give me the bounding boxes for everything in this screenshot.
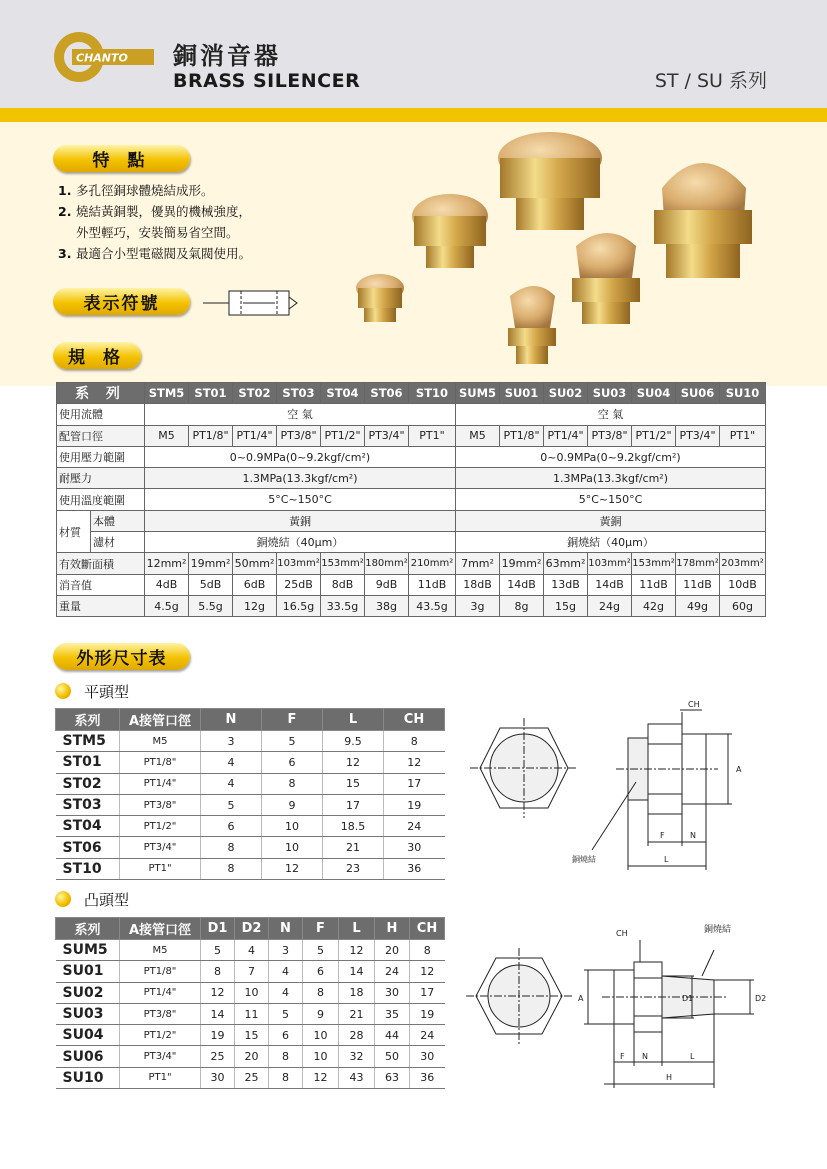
spec-cell: 5.5g bbox=[189, 595, 233, 616]
features-heading: 特 點 bbox=[53, 145, 190, 172]
svg-text:銅燒結: 銅燒結 bbox=[704, 925, 732, 935]
dim-cell: 30 bbox=[384, 837, 445, 858]
dim-cell: 3 bbox=[269, 940, 303, 961]
spec-row-proof bbox=[57, 468, 766, 489]
spec-cell: 11dB bbox=[632, 574, 676, 595]
spec-cell: 19mm² bbox=[189, 553, 233, 574]
product-su01 bbox=[508, 286, 556, 364]
spec-label: 耐壓力 bbox=[57, 468, 145, 489]
dim-cell: 4 bbox=[201, 752, 262, 773]
spec-cell: 15g bbox=[544, 595, 588, 616]
flat-type-drawing bbox=[466, 698, 766, 878]
table-row bbox=[56, 794, 445, 815]
spec-cell: 19mm² bbox=[500, 553, 544, 574]
table-row bbox=[56, 837, 445, 858]
spec-cell: 7mm² bbox=[456, 553, 500, 574]
product-st10 bbox=[498, 132, 602, 230]
dim-cell: 4 bbox=[269, 961, 303, 982]
dim-cell: 21 bbox=[339, 1003, 375, 1024]
dim-cell: 15 bbox=[323, 773, 384, 794]
dim-cell: 5 bbox=[262, 731, 323, 752]
dim-cell: 15 bbox=[235, 1025, 269, 1046]
port-cell: PT1/2" bbox=[120, 1025, 201, 1046]
spec-cell: 3g bbox=[456, 595, 500, 616]
col-header: L bbox=[339, 918, 375, 940]
spec-label: 使用流體 bbox=[57, 404, 145, 425]
dim-cell: 8 bbox=[201, 961, 235, 982]
dim-cell: 8 bbox=[201, 858, 262, 879]
table-row bbox=[56, 961, 445, 982]
spec-label: 使用溫度範圍 bbox=[57, 489, 145, 510]
dim-cell: 19 bbox=[384, 794, 445, 815]
model-cell: ST04 bbox=[56, 816, 120, 837]
spec-cell: 178mm² bbox=[676, 553, 720, 574]
spec-cell: 11dB bbox=[676, 574, 720, 595]
spec-value: 0~0.9MPa(0~9.2kgf/cm²) bbox=[145, 446, 456, 467]
port-cell: PT3/8" bbox=[120, 1003, 201, 1024]
spec-cell: PT1/8" bbox=[500, 425, 544, 446]
spec-cell: PT3/4" bbox=[365, 425, 409, 446]
dim-cell: 5 bbox=[303, 940, 339, 961]
col-header: F bbox=[303, 918, 339, 940]
spec-label: 配管口徑 bbox=[57, 425, 145, 446]
page-header bbox=[0, 0, 827, 108]
table-row bbox=[56, 940, 445, 961]
svg-text:CH: CH bbox=[616, 929, 628, 938]
port-cell: M5 bbox=[120, 731, 201, 752]
spec-label: 重量 bbox=[57, 595, 145, 616]
dim-cell: 6 bbox=[262, 752, 323, 773]
spec-value: 1.3MPa(13.3kgf/cm²) bbox=[145, 468, 456, 489]
spec-cell: PT3/4" bbox=[676, 425, 720, 446]
model-cell: ST06 bbox=[56, 837, 120, 858]
port-cell: PT3/4" bbox=[120, 1046, 201, 1067]
spec-model: SU04 bbox=[632, 383, 676, 404]
dim-cell: 25 bbox=[235, 1067, 269, 1088]
spec-header-row bbox=[57, 383, 766, 404]
col-header: 系列 bbox=[56, 709, 120, 731]
spec-cell: 10dB bbox=[720, 574, 766, 595]
col-header: 系列 bbox=[56, 918, 120, 940]
port-cell: PT1/4" bbox=[120, 982, 201, 1003]
svg-text:F: F bbox=[660, 831, 665, 840]
dim-cell: 20 bbox=[375, 940, 410, 961]
col-header: D1 bbox=[201, 918, 235, 940]
spec-row-pressure bbox=[57, 446, 766, 467]
svg-text:CH: CH bbox=[688, 700, 700, 709]
dim-cell: 6 bbox=[269, 1025, 303, 1046]
spec-model: SU02 bbox=[544, 383, 588, 404]
port-cell: PT1/8" bbox=[120, 752, 201, 773]
series-label: ST / SU 系列 bbox=[654, 70, 767, 92]
dim-cell: 10 bbox=[262, 816, 323, 837]
col-header: A接管口徑 bbox=[120, 918, 201, 940]
spec-row-temp bbox=[57, 489, 766, 510]
spec-model: STM5 bbox=[145, 383, 189, 404]
spec-cell: 14dB bbox=[500, 574, 544, 595]
model-cell: SU01 bbox=[56, 961, 120, 982]
port-cell: PT1" bbox=[120, 1067, 201, 1088]
table-row bbox=[56, 1046, 445, 1067]
spec-model: SU10 bbox=[720, 383, 766, 404]
spec-value: 空 氣 bbox=[145, 404, 456, 425]
dim-cell: 23 bbox=[323, 858, 384, 879]
product-su04 bbox=[572, 233, 640, 324]
dim-cell: 8 bbox=[303, 982, 339, 1003]
dim-cell: 14 bbox=[339, 961, 375, 982]
spec-model: SU01 bbox=[500, 383, 544, 404]
svg-text:CHANTO: CHANTO bbox=[76, 51, 128, 65]
table-row bbox=[56, 982, 445, 1003]
product-st02 bbox=[412, 194, 488, 268]
model-cell: ST03 bbox=[56, 794, 120, 815]
spec-cell: 60g bbox=[720, 595, 766, 616]
spec-value: 5°C~150°C bbox=[456, 489, 766, 510]
spec-label: 本體 bbox=[91, 510, 145, 531]
product-su10 bbox=[654, 163, 752, 278]
table-row bbox=[56, 858, 445, 879]
model-cell: SUM5 bbox=[56, 940, 120, 961]
spec-label: 濾材 bbox=[91, 532, 145, 553]
model-cell: ST01 bbox=[56, 752, 120, 773]
spec-cell: 24g bbox=[588, 595, 632, 616]
feature-item-2b: 外型輕巧，安裝簡易省空間。 bbox=[76, 225, 239, 240]
dim-cell: 35 bbox=[375, 1003, 410, 1024]
spec-cell: 13dB bbox=[544, 574, 588, 595]
dim-cell: 8 bbox=[262, 773, 323, 794]
spec-cell: 4.5g bbox=[145, 595, 189, 616]
dim-cell: 19 bbox=[410, 1003, 445, 1024]
dim-cell: 4 bbox=[269, 982, 303, 1003]
dim-cell: 24 bbox=[410, 1025, 445, 1046]
dim-cell: 19 bbox=[201, 1025, 235, 1046]
spec-cell: M5 bbox=[145, 425, 189, 446]
dim-cell: 6 bbox=[201, 816, 262, 837]
dim-cell: 3 bbox=[201, 731, 262, 752]
spec-cell: 103mm² bbox=[588, 553, 632, 574]
spec-value: 黃銅 bbox=[456, 510, 766, 531]
dim-cell: 5 bbox=[201, 794, 262, 815]
svg-text:D2: D2 bbox=[755, 994, 766, 1003]
spec-cell: M5 bbox=[456, 425, 500, 446]
col-header: CH bbox=[410, 918, 445, 940]
spec-table bbox=[56, 382, 766, 617]
port-cell: PT1/8" bbox=[120, 961, 201, 982]
spec-cell: PT1" bbox=[409, 425, 456, 446]
title-chinese: 銅消音器 bbox=[173, 42, 281, 70]
convex-type-title: 凸頭型 bbox=[84, 891, 130, 909]
dim-cell: 10 bbox=[303, 1025, 339, 1046]
spec-row-body bbox=[57, 510, 766, 531]
dim-cell: 10 bbox=[235, 982, 269, 1003]
svg-text:A: A bbox=[578, 994, 584, 1003]
dim-cell: 14 bbox=[201, 1003, 235, 1024]
model-cell: ST02 bbox=[56, 773, 120, 794]
dim-cell: 12 bbox=[303, 1067, 339, 1088]
port-cell: PT1/4" bbox=[120, 773, 201, 794]
features-list bbox=[58, 180, 251, 264]
title-english: BRASS SILENCER bbox=[173, 70, 361, 92]
spec-value: 0~0.9MPa(0~9.2kgf/cm²) bbox=[456, 446, 766, 467]
spec-model: ST04 bbox=[321, 383, 365, 404]
spec-model: SU06 bbox=[676, 383, 720, 404]
dim-cell: 7 bbox=[235, 961, 269, 982]
dim-cell: 30 bbox=[201, 1067, 235, 1088]
spec-row-fluid bbox=[57, 404, 766, 425]
spec-row-filter bbox=[57, 532, 766, 553]
port-cell: PT1" bbox=[120, 858, 201, 879]
dim-cell: 9.5 bbox=[323, 731, 384, 752]
spec-model: SUM5 bbox=[456, 383, 500, 404]
product-stm5 bbox=[356, 274, 404, 322]
port-cell: PT1/2" bbox=[120, 816, 201, 837]
spec-label: 材質 bbox=[57, 510, 91, 553]
dim-cell: 12 bbox=[262, 858, 323, 879]
dim-cell: 36 bbox=[384, 858, 445, 879]
dims-heading: 外形尺寸表 bbox=[53, 643, 190, 670]
dim-cell: 17 bbox=[384, 773, 445, 794]
dim-cell: 18.5 bbox=[323, 816, 384, 837]
dim-cell: 12 bbox=[410, 961, 445, 982]
spec-row-noise bbox=[57, 574, 766, 595]
spec-value: 5°C~150°C bbox=[145, 489, 456, 510]
dim-cell: 17 bbox=[410, 982, 445, 1003]
spec-cell: 153mm² bbox=[632, 553, 676, 574]
spec-cell: 5dB bbox=[189, 574, 233, 595]
spec-row-weight bbox=[57, 595, 766, 616]
dim-cell: 4 bbox=[235, 940, 269, 961]
dim-cell: 25 bbox=[201, 1046, 235, 1067]
model-cell: SU04 bbox=[56, 1025, 120, 1046]
model-cell: SU06 bbox=[56, 1046, 120, 1067]
spec-cell: 49g bbox=[676, 595, 720, 616]
dim-cell: 8 bbox=[201, 837, 262, 858]
svg-text:L: L bbox=[690, 1052, 695, 1061]
spec-cell: 4dB bbox=[145, 574, 189, 595]
dim-cell: 10 bbox=[303, 1046, 339, 1067]
spec-cell: PT1/4" bbox=[233, 425, 277, 446]
spec-value: 空 氣 bbox=[456, 404, 766, 425]
dim-cell: 36 bbox=[410, 1067, 445, 1088]
spec-heading: 規 格 bbox=[53, 342, 141, 369]
table-row bbox=[56, 773, 445, 794]
dim-cell: 30 bbox=[410, 1046, 445, 1067]
spec-cell: 180mm² bbox=[365, 553, 409, 574]
convex-dims-table bbox=[55, 917, 445, 1089]
convex-header-row bbox=[56, 918, 445, 940]
svg-text:L: L bbox=[664, 855, 669, 864]
spec-cell: PT1/4" bbox=[544, 425, 588, 446]
spec-row-port bbox=[57, 425, 766, 446]
dim-cell: 43 bbox=[339, 1067, 375, 1088]
col-header: N bbox=[269, 918, 303, 940]
dim-cell: 4 bbox=[201, 773, 262, 794]
dim-cell: 24 bbox=[384, 816, 445, 837]
spec-label: 有效斷面積 bbox=[57, 553, 145, 574]
dim-cell: 11 bbox=[235, 1003, 269, 1024]
chanto-logo bbox=[52, 30, 154, 84]
model-cell: ST10 bbox=[56, 858, 120, 879]
spec-value: 1.3MPa(13.3kgf/cm²) bbox=[456, 468, 766, 489]
spec-label: 使用壓力範圍 bbox=[57, 446, 145, 467]
flat-type-title: 平頭型 bbox=[84, 683, 130, 701]
dim-cell: 12 bbox=[384, 752, 445, 773]
dim-cell: 50 bbox=[375, 1046, 410, 1067]
col-header: H bbox=[375, 918, 410, 940]
model-cell: SU03 bbox=[56, 1003, 120, 1024]
product-photo bbox=[350, 128, 820, 378]
bullet-icon bbox=[55, 891, 71, 907]
spec-cell: 16.5g bbox=[277, 595, 321, 616]
spec-cell: 50mm² bbox=[233, 553, 277, 574]
dim-cell: 8 bbox=[410, 940, 445, 961]
spec-cell: 8dB bbox=[321, 574, 365, 595]
spec-model: ST06 bbox=[365, 383, 409, 404]
dim-cell: 5 bbox=[201, 940, 235, 961]
table-row bbox=[56, 1067, 445, 1088]
spec-cell: 42g bbox=[632, 595, 676, 616]
symbol-heading: 表示符號 bbox=[53, 288, 190, 315]
spec-cell: 38g bbox=[365, 595, 409, 616]
spec-cell: PT1" bbox=[720, 425, 766, 446]
dim-cell: 21 bbox=[323, 837, 384, 858]
dim-cell: 9 bbox=[303, 1003, 339, 1024]
table-row bbox=[56, 1025, 445, 1046]
dim-cell: 5 bbox=[269, 1003, 303, 1024]
flat-header-row bbox=[56, 709, 445, 731]
spec-cell: 33.5g bbox=[321, 595, 365, 616]
col-header: D2 bbox=[235, 918, 269, 940]
spec-model: ST03 bbox=[277, 383, 321, 404]
port-cell: M5 bbox=[120, 940, 201, 961]
spec-cell: 43.5g bbox=[409, 595, 456, 616]
svg-text:A: A bbox=[736, 765, 742, 774]
dim-cell: 12 bbox=[201, 982, 235, 1003]
dim-cell: 6 bbox=[303, 961, 339, 982]
dim-cell: 28 bbox=[339, 1025, 375, 1046]
spec-cell: 63mm² bbox=[544, 553, 588, 574]
col-header: F bbox=[262, 709, 323, 731]
svg-text:N: N bbox=[690, 831, 696, 840]
spec-label: 消音值 bbox=[57, 574, 145, 595]
dim-cell: 8 bbox=[269, 1067, 303, 1088]
feature-item-1: 1. 多孔徑銅球體燒結成形。 bbox=[58, 183, 214, 198]
spec-cell: PT1/2" bbox=[632, 425, 676, 446]
model-cell: SU02 bbox=[56, 982, 120, 1003]
spec-cell: 8g bbox=[500, 595, 544, 616]
spec-cell: 203mm² bbox=[720, 553, 766, 574]
spec-model: ST10 bbox=[409, 383, 456, 404]
spec-model: ST02 bbox=[233, 383, 277, 404]
convex-type-drawing bbox=[466, 920, 766, 1090]
feature-item-3: 3. 最適合小型電磁閥及氣閥使用。 bbox=[58, 246, 252, 261]
spec-model: ST01 bbox=[189, 383, 233, 404]
table-row bbox=[56, 731, 445, 752]
port-cell: PT3/8" bbox=[120, 794, 201, 815]
spec-cell: PT1/8" bbox=[189, 425, 233, 446]
svg-text:H: H bbox=[666, 1073, 673, 1082]
model-cell: STM5 bbox=[56, 731, 120, 752]
model-cell: SU10 bbox=[56, 1067, 120, 1088]
dim-cell: 12 bbox=[339, 940, 375, 961]
flat-dims-table bbox=[55, 708, 445, 880]
dim-cell: 12 bbox=[323, 752, 384, 773]
spec-cell: 14dB bbox=[588, 574, 632, 595]
dim-cell: 9 bbox=[262, 794, 323, 815]
spec-cell: PT3/8" bbox=[277, 425, 321, 446]
svg-text:銅燒結: 銅燒結 bbox=[572, 855, 596, 864]
spec-value: 黃銅 bbox=[145, 510, 456, 531]
dim-cell: 44 bbox=[375, 1025, 410, 1046]
spec-cell: 12g bbox=[233, 595, 277, 616]
dim-cell: 24 bbox=[375, 961, 410, 982]
spec-header-label: 系 列 bbox=[57, 383, 145, 404]
gold-bar bbox=[0, 108, 827, 122]
table-row bbox=[56, 1003, 445, 1024]
spec-cell: 25dB bbox=[277, 574, 321, 595]
spec-cell: 210mm² bbox=[409, 553, 456, 574]
svg-text:N: N bbox=[642, 1052, 648, 1061]
spec-cell: 9dB bbox=[365, 574, 409, 595]
dim-cell: 20 bbox=[235, 1046, 269, 1067]
dim-cell: 10 bbox=[262, 837, 323, 858]
dim-cell: 18 bbox=[339, 982, 375, 1003]
spec-cell: 18dB bbox=[456, 574, 500, 595]
table-row bbox=[56, 816, 445, 837]
silencer-symbol-icon bbox=[203, 288, 303, 318]
dim-cell: 30 bbox=[375, 982, 410, 1003]
spec-cell: 153mm² bbox=[321, 553, 365, 574]
spec-value: 銅燒結（40μm） bbox=[145, 532, 456, 553]
dim-cell: 32 bbox=[339, 1046, 375, 1067]
dim-cell: 8 bbox=[384, 731, 445, 752]
spec-row-area bbox=[57, 553, 766, 574]
spec-cell: 6dB bbox=[233, 574, 277, 595]
svg-text:D1: D1 bbox=[682, 994, 694, 1003]
spec-value: 銅燒結（40μm） bbox=[456, 532, 766, 553]
spec-cell: PT3/8" bbox=[588, 425, 632, 446]
dim-cell: 17 bbox=[323, 794, 384, 815]
col-header: L bbox=[323, 709, 384, 731]
svg-text:F: F bbox=[620, 1052, 625, 1061]
dim-cell: 63 bbox=[375, 1067, 410, 1088]
port-cell: PT3/4" bbox=[120, 837, 201, 858]
dim-cell: 8 bbox=[269, 1046, 303, 1067]
spec-model: SU03 bbox=[588, 383, 632, 404]
spec-cell: PT1/2" bbox=[321, 425, 365, 446]
spec-cell: 12mm² bbox=[145, 553, 189, 574]
spec-cell: 11dB bbox=[409, 574, 456, 595]
col-header: A接管口徑 bbox=[120, 709, 201, 731]
table-row bbox=[56, 752, 445, 773]
spec-cell: 103mm² bbox=[277, 553, 321, 574]
bullet-icon bbox=[55, 683, 71, 699]
col-header: N bbox=[201, 709, 262, 731]
feature-item-2: 2. 燒結黃銅製，優異的機械強度， bbox=[58, 204, 252, 219]
col-header: CH bbox=[384, 709, 445, 731]
